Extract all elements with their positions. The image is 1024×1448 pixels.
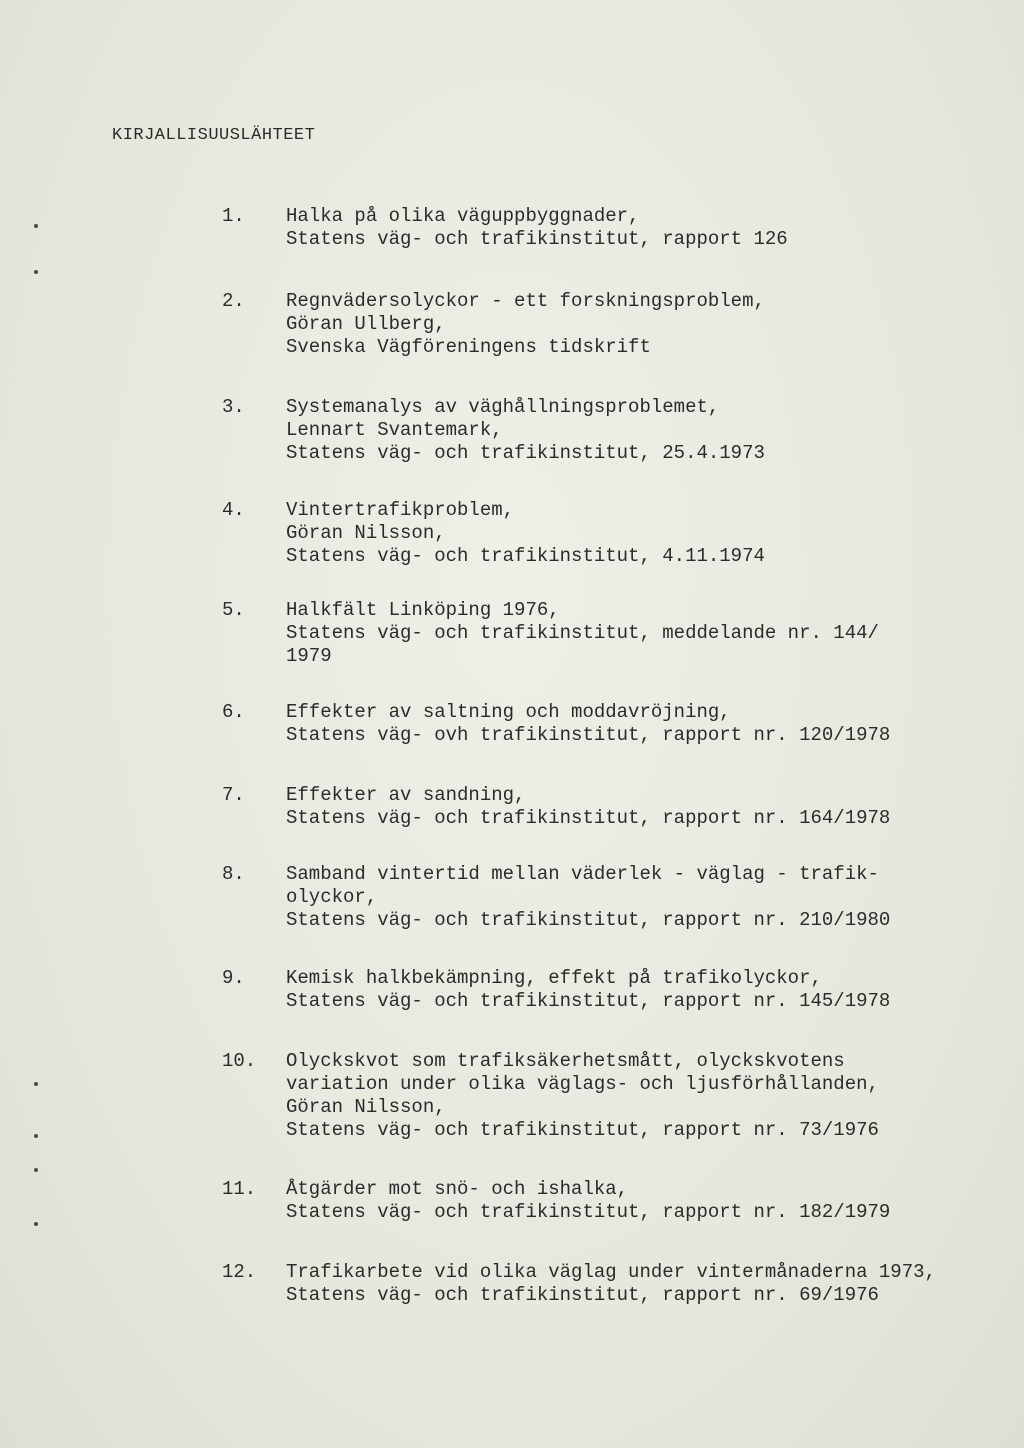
reference-line: Statens väg- och trafikinstitut, rapport nr. 69/1976 (286, 1284, 879, 1306)
binder-hole-mark (34, 1082, 38, 1086)
reference-line: Göran Nilsson, (286, 522, 446, 544)
page-heading: KIRJALLISUUSLÄHTEET (112, 126, 316, 145)
reference-number: 11. (222, 1178, 257, 1200)
reference-line: Lennart Svantemark, (286, 419, 503, 441)
reference-number: 12. (222, 1261, 257, 1283)
reference-line: Statens väg- och trafikinstitut, rapport nr. 164/1978 (286, 807, 891, 829)
reference-line: Trafikarbete vid olika väglag under vintermånaderna 1973, (286, 1261, 936, 1283)
reference-number: 5. (222, 599, 245, 621)
reference-line: Statens väg- och trafikinstitut, 25.4.1973 (286, 442, 765, 464)
reference-line: Statens väg- ovh trafikinstitut, rapport nr. 120/1978 (286, 724, 891, 746)
reference-number: 1. (222, 205, 245, 227)
binder-hole-mark (34, 1134, 38, 1138)
binder-hole-mark (34, 224, 38, 228)
binder-hole-mark (34, 1168, 38, 1172)
reference-line: Åtgärder mot snö- och ishalka, (286, 1178, 629, 1200)
reference-line: Statens väg- och trafikinstitut, rapport nr. 73/1976 (286, 1119, 879, 1141)
reference-number: 2. (222, 290, 245, 312)
reference-line: Regnvädersolyckor - ett forskningsproblem, (286, 290, 765, 312)
reference-line: Svenska Vägföreningens tidskrift (286, 336, 651, 358)
reference-line: Statens väg- och trafikinstitut, 4.11.1974 (286, 545, 765, 567)
reference-number: 8. (222, 863, 245, 885)
reference-line: Effekter av sandning, (286, 784, 526, 806)
reference-line: 1979 (286, 645, 332, 667)
binder-hole-mark (34, 1222, 38, 1226)
reference-line: Olyckskvot som trafiksäkerhetsmått, olyckskvotens (286, 1050, 845, 1072)
reference-number: 6. (222, 701, 245, 723)
reference-line: olyckor, (286, 886, 378, 908)
reference-line: Göran Ullberg, (286, 313, 446, 335)
reference-line: Effekter av saltning och moddavröjning, (286, 701, 731, 723)
reference-line: variation under olika väglags- och ljusförhållanden, (286, 1073, 879, 1095)
reference-line: Statens väg- och trafikinstitut, rapport nr. 210/1980 (286, 909, 891, 931)
reference-line: Vintertrafikproblem, (286, 499, 515, 521)
reference-line: Statens väg- och trafikinstitut, rapport nr. 182/1979 (286, 1201, 891, 1223)
reference-line: Halkfält Linköping 1976, (286, 599, 560, 621)
reference-number: 7. (222, 784, 245, 806)
reference-line: Statens väg- och trafikinstitut, rapport 126 (286, 228, 788, 250)
reference-line: Samband vintertid mellan väderlek - väglag - trafik- (286, 863, 879, 885)
binder-hole-mark (34, 270, 38, 274)
reference-line: Göran Nilsson, (286, 1096, 446, 1118)
reference-line: Systemanalys av väghållningsproblemet, (286, 396, 720, 418)
reference-number: 10. (222, 1050, 257, 1072)
reference-number: 3. (222, 396, 245, 418)
reference-number: 4. (222, 499, 245, 521)
reference-line: Halka på olika väguppbyggnader, (286, 205, 640, 227)
reference-line: Statens väg- och trafikinstitut, meddelande nr. 144/ (286, 622, 879, 644)
reference-line: Statens väg- och trafikinstitut, rapport nr. 145/1978 (286, 990, 891, 1012)
reference-line: Kemisk halkbekämpning, effekt på trafikolyckor, (286, 967, 822, 989)
reference-number: 9. (222, 967, 245, 989)
